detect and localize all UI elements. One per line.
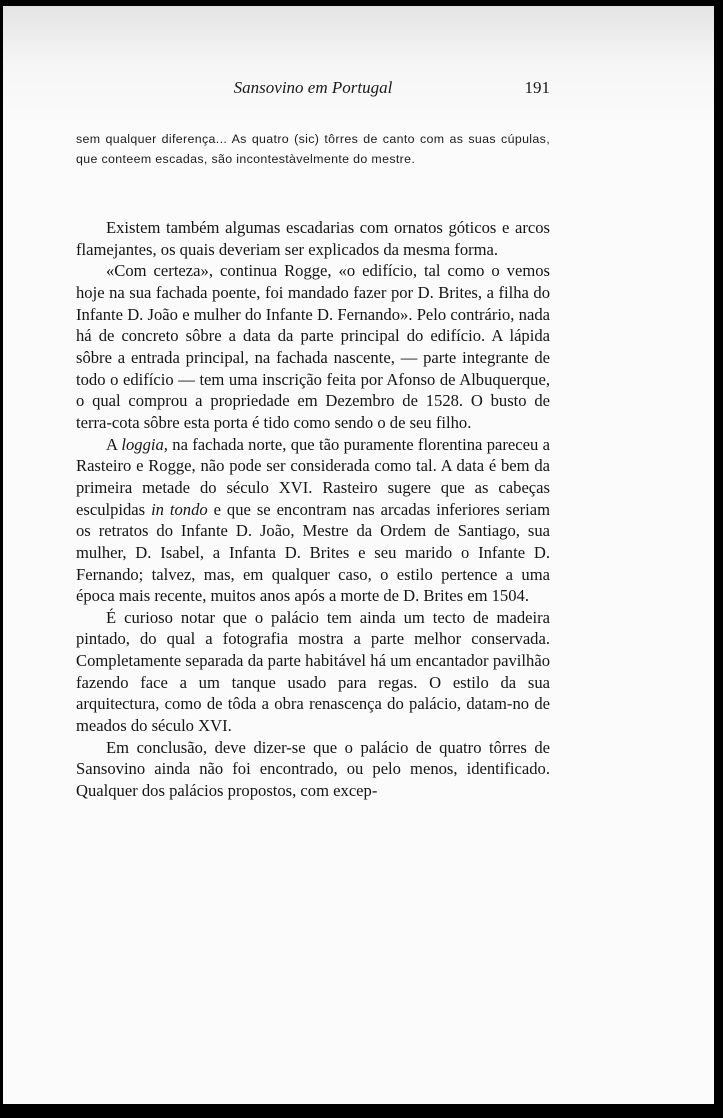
paragraph-text: Em conclusão, deve dizer-se que o palácio de quatro tôrres de Sansovino ainda não foi encontrado, ou pelo menos, identificado. Qualquer dos palácios propostos, com excep- — [76, 737, 550, 801]
running-head — [76, 78, 550, 108]
paragraph-tecto — [76, 607, 550, 737]
body-text — [76, 217, 550, 802]
book-page — [3, 6, 714, 1104]
paragraph-rogge-quote — [76, 260, 550, 433]
paragraph-escadarias — [76, 217, 550, 260]
paragraph-text: e que se encontram nas arcadas inferiores seriam os retratos do Infante D. João, Mestre da Ordem de Santiago, sua mulher, D. Isabel, a Infanta D. Brites e seu marido o Infante D. Fernando; talvez, mas, em qualquer caso, o estilo pertence a uma época mais recente, muitos anos após a morte de D. Brites em 1504. — [76, 499, 550, 606]
italic-term-in-tondo: in tondo — [151, 499, 208, 519]
page-number: 191 — [524, 78, 550, 97]
paragraph-text: «Com certeza», continua Rogge, «o edifício, tal como o vemos hoje na sua fachada poente, foi mandado fazer por D. Brites, a filha do Infante D. João e mulher do Infante D. Fernando». Pelo contrário, nada há de concreto sôbre a data da parte principal do edifício. A lápida sôbre a entrada principal, na fachada nascente, — parte integrante de todo o edifício — tem uma inscrição feita por Afonso de Albuquerque, o qual comprou a propriedade em Dezembro de 1528. O busto de terra-cota sôbre esta porta é tido como sendo o de seu filho. — [76, 261, 550, 432]
paragraph-text: É curioso notar que o palácio tem ainda um tecto de madeira pintado, do qual a fotografia mostra a parte melhor conservada. Completamente separada da parte habitável há um encantador pavilhão fazendo face a um tanque usado para regas. O estilo da sua arquitectura, como de tôda a obra renascença do palácio, datam-no de meados do século XVI. — [76, 607, 550, 736]
paragraph-text: na fachada norte, que tão puramente florentina pareceu a Rasteiro e Rogge, não pode ser considerada como tal. A data é bem da primeira metade do século XVI. Rasteiro sugere que as cabeças esculpidas — [76, 434, 551, 519]
italic-term-loggia: loggia, — [121, 434, 168, 454]
footnote-continuation: sem qualquer diferença... As quatro (sic) tôrres de canto com as suas cúpulas, que conteem escadas, são incontestàvelmente do mestre. — [76, 132, 550, 166]
paragraph-conclusao — [76, 737, 550, 802]
running-title: Sansovino em Portugal — [233, 78, 393, 97]
paragraph-text: Existem também algumas escadarias com ornatos góticos e arcos flamejantes, os quais deveriam ser explicados da mesma forma. — [76, 218, 550, 259]
paragraph-loggia — [76, 434, 550, 607]
paragraph-text: A — [106, 434, 122, 454]
